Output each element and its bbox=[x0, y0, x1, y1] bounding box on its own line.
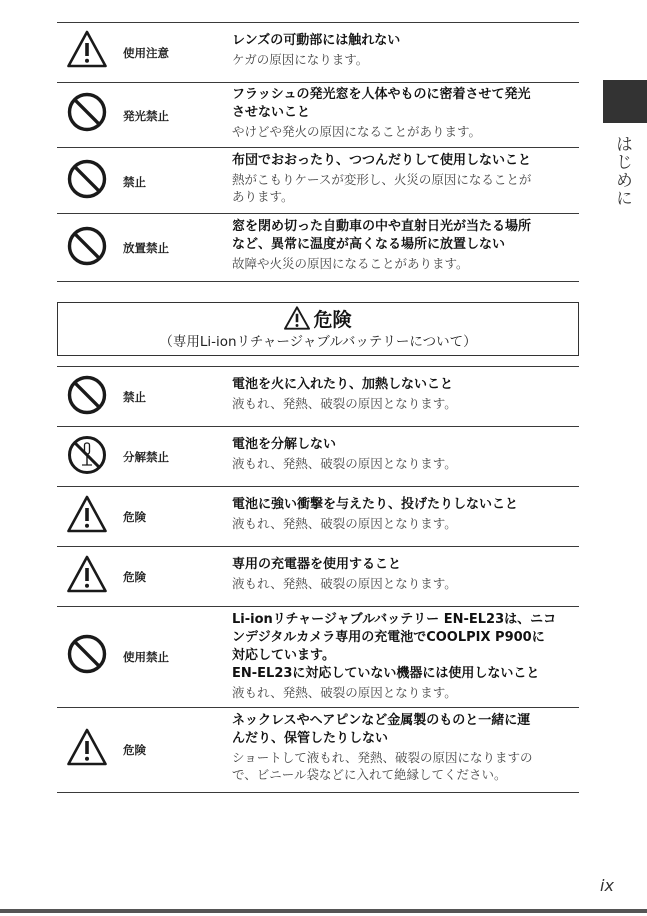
item-body: やけどや発火の原因になることがあります。 bbox=[232, 124, 482, 139]
safety-item bbox=[57, 147, 579, 213]
item-text bbox=[232, 712, 580, 783]
divider bbox=[57, 792, 579, 793]
item-heading: 電池を分解しない bbox=[232, 437, 337, 452]
safety-item bbox=[57, 82, 579, 147]
item-heading: 窓を閉め切った自動車の中や直射日光が当たる場所 bbox=[232, 219, 532, 234]
safety-item bbox=[57, 546, 579, 606]
page-number: ix bbox=[600, 876, 614, 895]
item-label: 禁止 bbox=[123, 390, 146, 404]
item-text bbox=[232, 376, 580, 412]
item-text bbox=[232, 611, 580, 701]
item-body: 液もれ、発熱、破裂の原因となります。 bbox=[232, 576, 457, 591]
section-tab-label: はじめに bbox=[612, 135, 632, 207]
item-label: 使用注意 bbox=[123, 46, 169, 60]
item-text bbox=[232, 218, 580, 272]
item-heading: 電池に強い衝撃を与えたり、投げたりしないこと bbox=[232, 497, 519, 512]
item-body: ショートして液もれ、発熱、破裂の原因になりますの bbox=[232, 750, 533, 765]
item-text bbox=[232, 556, 580, 592]
safety-item bbox=[57, 426, 579, 486]
item-heading: Li-ionリチャージャブルバッテリー EN-EL23は、ニコ bbox=[232, 612, 557, 627]
divider bbox=[57, 281, 579, 282]
item-body: 故障や火災の原因になることがあります。 bbox=[232, 256, 469, 271]
item-heading: など、異常に温度が高くなる場所に放置しない bbox=[232, 237, 506, 252]
prohibited-circle-icon bbox=[67, 92, 107, 132]
item-heading: 電池を火に入れたり、加熱しないこと bbox=[232, 377, 454, 392]
item-body: あります。 bbox=[232, 189, 294, 204]
page-bottom-rule bbox=[0, 909, 647, 913]
item-label: 危険 bbox=[123, 570, 146, 584]
warning-triangle-icon bbox=[67, 30, 107, 70]
warning-triangle-icon bbox=[284, 306, 310, 330]
warning-triangle-icon bbox=[67, 555, 107, 595]
item-heading: 対応しています。 bbox=[232, 648, 335, 663]
prohibited-circle-icon bbox=[67, 159, 107, 199]
item-heading: ンデジタルカメラ専用の充電池でCOOLPIX P900に bbox=[232, 630, 545, 645]
safety-item bbox=[57, 486, 579, 546]
item-body: ケガの原因になります。 bbox=[232, 52, 369, 67]
item-text bbox=[232, 152, 580, 205]
danger-subtitle: （専用Li-ionリチャージャブルバッテリーについて） bbox=[159, 334, 477, 350]
item-body: 液もれ、発熱、破裂の原因となります。 bbox=[232, 685, 457, 700]
item-label: 禁止 bbox=[123, 175, 146, 189]
prohibited-circle-icon bbox=[67, 634, 107, 674]
item-heading: 布団でおおったり、つつんだりして使用しないこと bbox=[232, 153, 532, 168]
item-body: 熱がこもりケースが変形し、火災の原因になることが bbox=[232, 172, 532, 187]
safety-item bbox=[57, 606, 579, 707]
danger-header-box bbox=[57, 302, 579, 356]
item-heading: レンズの可動部には触れない bbox=[232, 33, 401, 48]
warning-triangle-icon bbox=[67, 495, 107, 535]
item-text bbox=[232, 436, 580, 472]
item-heading: ネックレスやヘアピンなど金属製のものと一緒に運 bbox=[232, 713, 531, 728]
section-tab-marker bbox=[603, 80, 647, 123]
item-label: 放置禁止 bbox=[123, 241, 169, 255]
prohibited-circle-icon bbox=[67, 375, 107, 415]
prohibited-circle-icon bbox=[67, 226, 107, 266]
item-label: 発光禁止 bbox=[123, 109, 169, 123]
danger-title bbox=[58, 306, 578, 333]
item-text bbox=[232, 32, 580, 68]
safety-item bbox=[57, 213, 579, 281]
item-label: 危険 bbox=[123, 743, 146, 757]
item-heading: 専用の充電器を使用すること bbox=[232, 557, 402, 572]
danger-title-text: 危険 bbox=[313, 309, 352, 331]
item-text bbox=[232, 496, 580, 532]
item-heading: させないこと bbox=[232, 105, 311, 120]
item-label: 使用禁止 bbox=[123, 650, 169, 664]
item-heading: んだり、保管したりしない bbox=[232, 731, 389, 746]
warning-triangle-icon bbox=[67, 728, 107, 768]
safety-item bbox=[57, 366, 579, 426]
item-heading: EN-EL23に対応していない機器には使用しないこと bbox=[232, 666, 540, 681]
item-body: 液もれ、発熱、破裂の原因となります。 bbox=[232, 396, 457, 411]
item-body: 液もれ、発熱、破裂の原因となります。 bbox=[232, 516, 457, 531]
item-label: 危険 bbox=[123, 510, 146, 524]
safety-item bbox=[57, 22, 579, 82]
item-body: で、ビニール袋などに入れて絶縁してください。 bbox=[232, 767, 507, 782]
item-heading: フラッシュの発光窓を人体やものに密着させて発光 bbox=[232, 87, 531, 102]
safety-item bbox=[57, 707, 579, 792]
item-label: 分解禁止 bbox=[123, 450, 169, 464]
item-body: 液もれ、発熱、破裂の原因となります。 bbox=[232, 456, 457, 471]
no-disassembly-icon bbox=[67, 435, 107, 475]
item-text bbox=[232, 86, 580, 140]
